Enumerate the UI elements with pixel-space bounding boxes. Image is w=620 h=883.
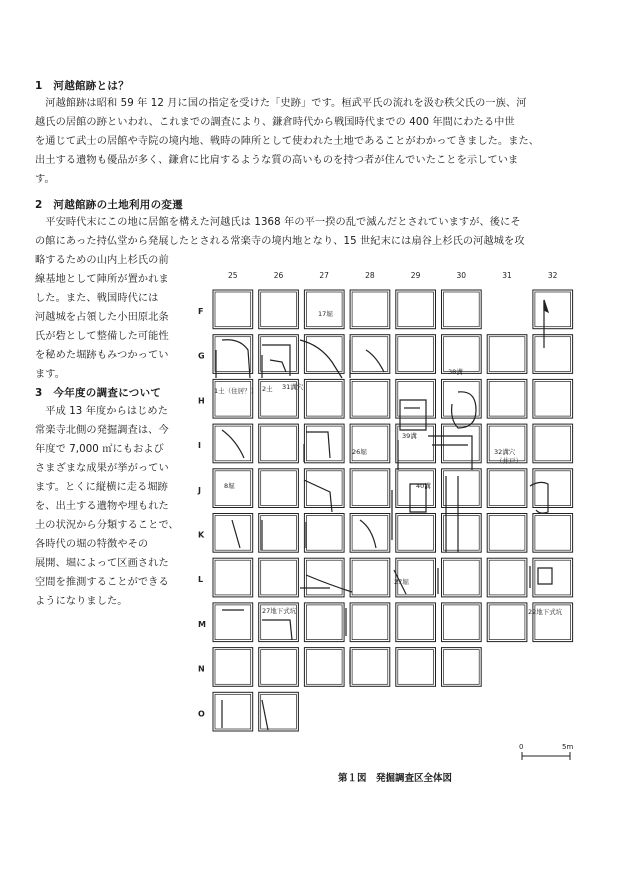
row-label: J [198,485,201,495]
ditch-line [538,568,552,584]
section3-line: 空間を推測することができる [35,577,169,588]
trench-cell [350,469,390,508]
trench-cell [304,469,344,508]
trench-cell [487,603,527,642]
trench-cell-inner [261,337,297,372]
trench-cell [396,379,436,418]
trench-cell-inner [261,560,297,595]
trench-cell-inner [398,337,434,372]
ditch-line [360,520,376,548]
trench-cell-inner [444,516,480,551]
trench-cell [259,469,299,508]
trench-cell [396,290,436,329]
trench-cell [533,558,573,597]
feature-label: 31溝穴 [282,383,304,391]
trench-cell-inner [306,337,342,372]
trench-cell [213,603,253,642]
column-label: 25 [228,271,238,280]
trench-cell-inner [261,516,297,551]
feature-label: 27堀 [394,578,409,586]
section1-line: 出土する遺物も優品が多く、鎌倉に比肩するような質の高いものを持つ者が住んでいたことを示していま [35,155,519,166]
trench-cell-inner [444,650,480,685]
scale-bar [519,743,573,760]
scale-zero-label: 0 [519,743,524,751]
section1-heading: 1 河越館跡とは？ [35,80,130,92]
trench-cell-inner [352,292,388,327]
trench-cell [442,514,482,553]
row-label: K [198,530,205,540]
ditch-line [222,430,244,458]
feature-label: 32溝穴 [494,448,516,456]
trench-cell-inner [398,650,434,685]
trench-cell-inner [535,560,571,595]
ditch-line [306,575,352,592]
row-label: I [198,441,201,451]
trench-cell [304,558,344,597]
ditch-line [270,360,286,372]
section1-line: を通じて武士の居館や寺院の境内地、戦時の陣所として使われた土地であることがわかってきました。また、 [35,136,540,147]
trench-cell-inner [215,426,251,461]
trench-cell-inner [535,471,571,506]
trench-cell [533,379,573,418]
trench-cell [396,603,436,642]
feature-label: 17堀 [318,310,333,318]
section1-line: 河越館跡は昭和 59 年 12 月に国の指定を受けた「史跡」です。桓武平氏の流れを汲む秩父氏の一族、河 [35,98,527,109]
north-arrow [544,300,548,312]
trench-cell [213,379,253,418]
scale-max-label: 5m [562,743,574,751]
feature-label: 39溝 [402,432,417,440]
trench-cell-inner [398,516,434,551]
section3-line: 常楽寺北側の発掘調査は、今 [35,425,169,436]
section2-side-line: 線基地として陣所が置かれま [35,274,169,285]
trench-cell-inner [398,292,434,327]
section3-line: 土の状況から分類することで、 [35,520,179,531]
section2-side-line: 河越城を占領した小田原北条 [35,312,169,323]
trench-cell [442,424,482,463]
trench-cell-inner [306,605,342,640]
trench-cell-inner [535,337,571,372]
section3-line: を、出土する遺物や埋もれた [35,501,169,512]
trench-cell [533,335,573,374]
ditch-line [400,400,426,430]
trench-cell [442,603,482,642]
trench-cell-inner [352,560,388,595]
trench-cell [442,379,482,418]
trench-cell-inner [489,605,525,640]
section2-side-line: 略するための山内上杉氏の前 [35,255,169,266]
trench-cell-inner [535,381,571,416]
row-label: M [198,619,206,629]
trench-cell-inner [215,292,251,327]
trench-cell [259,424,299,463]
section2-side-line: ます。 [35,369,66,380]
row-label: F [198,307,204,316]
trench-cell [533,514,573,553]
feature-label: 1土（住居？） [214,387,258,395]
trench-cell [487,558,527,597]
feature-label: 8堀 [224,482,235,490]
column-label: 28 [365,271,375,280]
trench-cell-inner [215,650,251,685]
trench-cell [213,648,253,687]
trench-cell-inner [215,337,251,372]
section2-heading: 2 河越館跡の土地利用の変遷 [35,199,184,211]
section1-line: 越氏の居館の跡といわれ、これまでの調査により、鎌倉時代から戦国時代までの 400 年間にわたる中世 [35,117,515,128]
trench-cell [259,514,299,553]
column-labels [228,271,558,280]
trench-cell-inner [444,605,480,640]
trench-cell [442,290,482,329]
section2-side-line: 氏が砦として整備した可能性 [35,331,169,342]
trench-cell [259,290,299,329]
section2-side-line: を秘めた堀跡もみつかってい [35,350,169,361]
trench-cell-inner [306,516,342,551]
trench-cell [533,424,573,463]
trench-cell-inner [489,516,525,551]
trench-cell-inner [489,381,525,416]
trench-cell-inner [215,516,251,551]
trench-cell [213,424,253,463]
trench-cell [213,290,253,329]
trench-cell [259,648,299,687]
trench-cell-inner [444,292,480,327]
column-label: 26 [273,271,284,280]
ditch-line [232,520,240,548]
trench-cell-inner [444,471,480,506]
trench-cell [350,335,390,374]
trench-cell [487,335,527,374]
row-label: L [198,575,204,585]
trench-cell-inner [306,381,342,416]
trench-cell [350,558,390,597]
section3-line: 年度で 7,000 ㎡にもおよび [35,444,164,455]
trench-cell [350,603,390,642]
trench-cell-inner [261,426,297,461]
ditch-line [222,340,250,378]
trench-cell [350,648,390,687]
trench-cell [396,335,436,374]
trench-cell [304,335,344,374]
trench-cell-inner [444,426,480,461]
trench-cell [396,648,436,687]
section3-line: さまざまな成果が挙がってい [35,463,169,474]
trench-cell-inner [489,471,525,506]
trench-cell [259,335,299,374]
trench-cell-inner [352,337,388,372]
trench-cell [350,379,390,418]
trench-cell-inner [535,292,571,327]
trench-cell-inner [306,650,342,685]
trench-cell-inner [352,650,388,685]
section3-line: ます。とくに縦横に走る堀跡 [35,482,168,493]
section3-line: 平成 13 年度からはじめた [35,406,169,417]
feature-label: 40溝 [416,482,431,490]
scale-line [522,752,570,760]
trench-cell-inner [489,337,525,372]
trench-cell [213,514,253,553]
trench-cell-inner [306,426,342,461]
ditch-line [428,436,472,470]
feature-label: 22地下式坑 [528,608,563,616]
section2-side-line: した。また、戦国時代には [35,293,159,304]
section2-line: の館にあった持仏堂から発展したとされる常楽寺の境内地となり、15 世紀末には扇谷上杉氏の河越城を攻 [35,236,525,247]
trench-cell [350,424,390,463]
trench-cell [487,514,527,553]
trench-cell [533,290,573,329]
trench-cell-inner [306,471,342,506]
section3-line: 展開、堀によって区画された [35,558,169,569]
column-label: 32 [547,271,558,280]
column-label: 29 [410,271,421,280]
trench-cell [213,692,253,731]
feature-label: 27地下式坑 [262,607,297,615]
column-label: 30 [456,271,467,280]
trench-cell [442,558,482,597]
figure-caption: 第１図 発掘調査区全体図 [337,773,452,784]
ditch-line [262,700,268,730]
trench-cell-inner [398,605,434,640]
row-label: O [198,709,205,719]
trench-cell-inner [215,694,251,729]
trench-cell-inner [261,471,297,506]
feature-label: 26堀 [352,448,367,456]
trench-cell [487,469,527,508]
row-label: N [198,664,205,674]
trench-cell [304,379,344,418]
trench-cell [442,469,482,508]
trench-grid [213,290,573,731]
feature-label: 2土 [262,385,273,393]
section3-heading: 3 今年度の調査について [35,387,162,399]
trench-cell-inner [444,560,480,595]
ditch-line [366,350,384,372]
feature-label: （井戸） [496,457,522,465]
trench-cell [487,379,527,418]
trench-cell [350,514,390,553]
trench-cell-inner [261,650,297,685]
trench-cell [350,290,390,329]
trench-cell-inner [261,694,297,729]
section1-line: す。 [35,174,55,185]
ditch-line [452,392,476,428]
section2-line: 平安時代末にこの地に居館を構えた河越氏は 1368 年の平一揆の乱で滅んだとされていますが、後にそ [35,217,521,228]
trench-cell [304,603,344,642]
trench-cell [304,648,344,687]
excavated-features [216,300,552,730]
trench-cell [533,469,573,508]
trench-cell [259,558,299,597]
trench-cell [442,648,482,687]
trench-cell [213,558,253,597]
trench-cell-inner [352,516,388,551]
trench-cell-inner [489,560,525,595]
trench-cell-inner [352,605,388,640]
trench-cell-inner [444,337,480,372]
trench-cell-inner [398,381,434,416]
trench-cell-inner [215,560,251,595]
row-label: G [198,351,205,361]
trench-cell [396,514,436,553]
section3-line: 各時代の堀の特徴やその [35,539,149,550]
trench-cell-inner [261,292,297,327]
trench-cell-inner [352,381,388,416]
column-label: 27 [319,271,329,280]
ditch-line [306,432,330,458]
section3-line: ようになりました。 [35,596,128,607]
trench-cell-inner [535,426,571,461]
ditch-line [262,620,292,640]
column-label: 31 [502,271,512,280]
trench-cell [304,424,344,463]
trench-cell-inner [352,471,388,506]
trench-cell [304,514,344,553]
feature-label: 38溝 [448,368,463,376]
row-labels [197,307,206,718]
trench-cell-inner [535,516,571,551]
row-label: H [198,396,205,406]
